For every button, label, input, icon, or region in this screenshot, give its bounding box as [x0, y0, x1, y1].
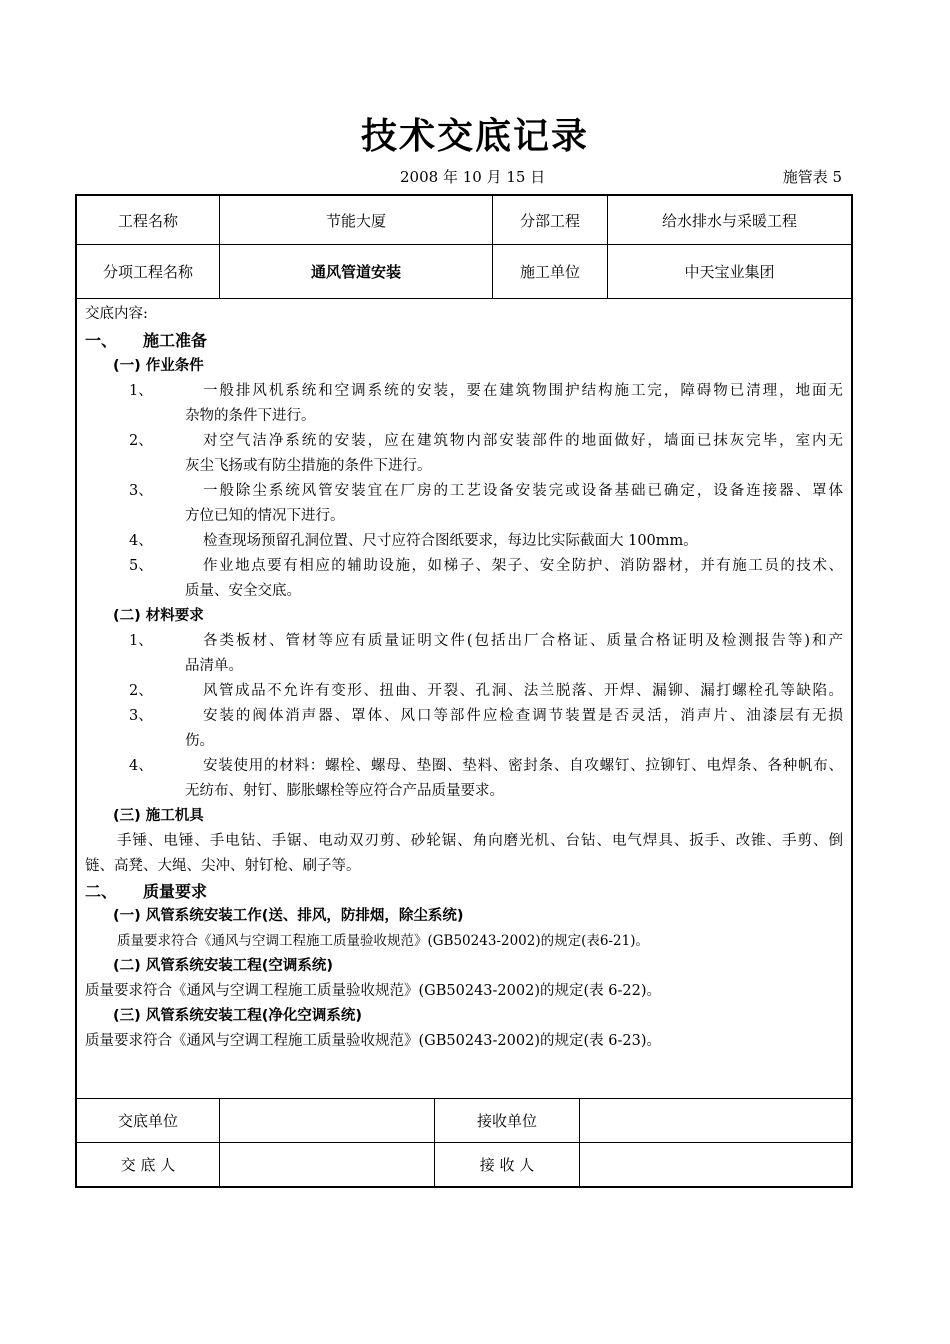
- item-number: 2、: [129, 683, 153, 699]
- section-2c-heading: (三) 风管系统安装工程(净化空调系统): [113, 1008, 363, 1024]
- row-divider: [77, 298, 851, 299]
- receiver-unit-field[interactable]: [580, 1099, 851, 1142]
- project-name-label: 工程名称: [117, 211, 178, 230]
- item-text-cont: 品清单。: [185, 658, 243, 674]
- item-text-cont: 杂物的条件下进行。: [185, 408, 316, 424]
- division-value: 给水排水与采暖工程: [661, 211, 797, 230]
- section-2-number: 二、: [85, 882, 118, 901]
- receiver-unit-label: 接收单位: [476, 1112, 537, 1130]
- content-intro: 交底内容:: [85, 306, 148, 322]
- subitem-value: 通风管道安装: [310, 263, 401, 281]
- contractor-label: 施工单位: [519, 263, 580, 281]
- section-2a-text: 质量要求符合《通风与空调工程施工质量验收规范》(GB50243-2002)的规定(表6-21)。: [117, 933, 649, 949]
- item-text-cont: 无纺布、射钉、膨胀螺栓等应符合产品质量要求。: [185, 783, 504, 799]
- item-text-cont: 质量、安全交底。: [185, 583, 301, 599]
- section-1-number: 一、: [85, 331, 118, 350]
- contractor-value: 中天宝业集团: [684, 263, 775, 281]
- document-title: 技术交底记录: [360, 116, 589, 157]
- section-2c-text: 质量要求符合《通风与空调工程施工质量验收规范》(GB50243-2002)的规定(表 6-23)。: [85, 1033, 661, 1049]
- item-text-cont: 伤。: [185, 733, 214, 749]
- record-table: [75, 194, 853, 1188]
- issuer-field[interactable]: [220, 1143, 434, 1186]
- item-number: 2、: [129, 433, 153, 449]
- item-text: 对空气洁净系统的安装，应在建筑物内部安装部件的地面做好，墙面已抹灰完毕，室内无: [203, 433, 843, 449]
- item-text: 作业地点要有相应的辅助设施，如梯子、架子、安全防护、消防器材，并有施工员的技术、: [203, 558, 843, 574]
- tools-text: 手锤、电锤、手电钻、手锯、电动双刃剪、砂轮锯、角向磨光机、台钻、电气焊具、扳手、改锥、手剪、倒: [117, 833, 843, 849]
- item-text: 一般除尘系统风管安装宜在厂房的工艺设备安装完或设备基础已确定，设备连接器、罩体: [203, 483, 843, 499]
- section-2b-text: 质量要求符合《通风与空调工程施工质量验收规范》(GB50243-2002)的规定(表 6-22)。: [85, 983, 661, 999]
- item-text-cont: 方位已知的情况下进行。: [185, 508, 345, 524]
- subitem-label: 分项工程名称: [102, 263, 193, 281]
- item-text: 一般排风机系统和空调系统的安装，要在建筑物围护结构施工完，障碍物已清理，地面无: [203, 383, 843, 399]
- section-1a-heading: (一) 作业条件: [113, 358, 204, 374]
- item-number: 1、: [129, 633, 153, 649]
- receiver-field[interactable]: [580, 1143, 851, 1186]
- document-date: 2008 年 10 月 15 日: [400, 168, 546, 186]
- item-number: 5、: [129, 558, 153, 574]
- project-name-value: 节能大厦: [325, 211, 386, 230]
- item-number: 4、: [129, 533, 153, 549]
- issuer-unit-field[interactable]: [220, 1099, 434, 1142]
- division-label: 分部工程: [519, 211, 580, 230]
- section-1-title: 施工准备: [143, 331, 208, 350]
- section-2a-heading: (一) 风管系统安装工作(送、排风，防排烟，除尘系统): [113, 908, 464, 924]
- section-2b-heading: (二) 风管系统安装工程(空调系统): [113, 958, 334, 974]
- item-number: 3、: [129, 708, 153, 724]
- item-text-cont: 灰尘飞扬或有防尘措施的条件下进行。: [185, 458, 432, 474]
- item-number: 3、: [129, 483, 153, 499]
- tools-text-cont: 链、高凳、大绳、尖冲、射钉枪、刷子等。: [85, 858, 361, 874]
- section-2-title: 质量要求: [143, 882, 208, 901]
- item-text: 安装使用的材料：螺栓、螺母、垫圈、垫料、密封条、自攻螺钉、拉铆钉、电焊条、各种帆布、: [203, 758, 843, 774]
- item-text: 各类板材、管材等应有质量证明文件(包括出厂合格证、质量合格证明及检测报告等)和产: [203, 633, 843, 649]
- section-1b-heading: (二) 材料要求: [113, 608, 204, 624]
- issuer-unit-label: 交底单位: [117, 1112, 178, 1130]
- item-text: 安装的阀体消声器、罩体、风口等部件应检查调节装置是否灵活，消声片、油漆层有无损: [203, 708, 843, 724]
- item-text: 检查现场预留孔洞位置、尺寸应符合图纸要求，每边比实际截面大 100mm。: [203, 533, 698, 549]
- section-1c-heading: (三) 施工机具: [113, 808, 204, 824]
- receiver-label: 接 收 人: [479, 1156, 535, 1174]
- form-number: 施管表 5: [782, 168, 842, 186]
- item-number: 4、: [129, 758, 153, 774]
- item-number: 1、: [129, 383, 153, 399]
- item-text: 风管成品不允许有变形、扭曲、开裂、孔洞、法兰脱落、开焊、漏铆、漏打螺栓孔等缺陷。: [203, 683, 843, 699]
- issuer-label: 交 底 人: [120, 1156, 176, 1174]
